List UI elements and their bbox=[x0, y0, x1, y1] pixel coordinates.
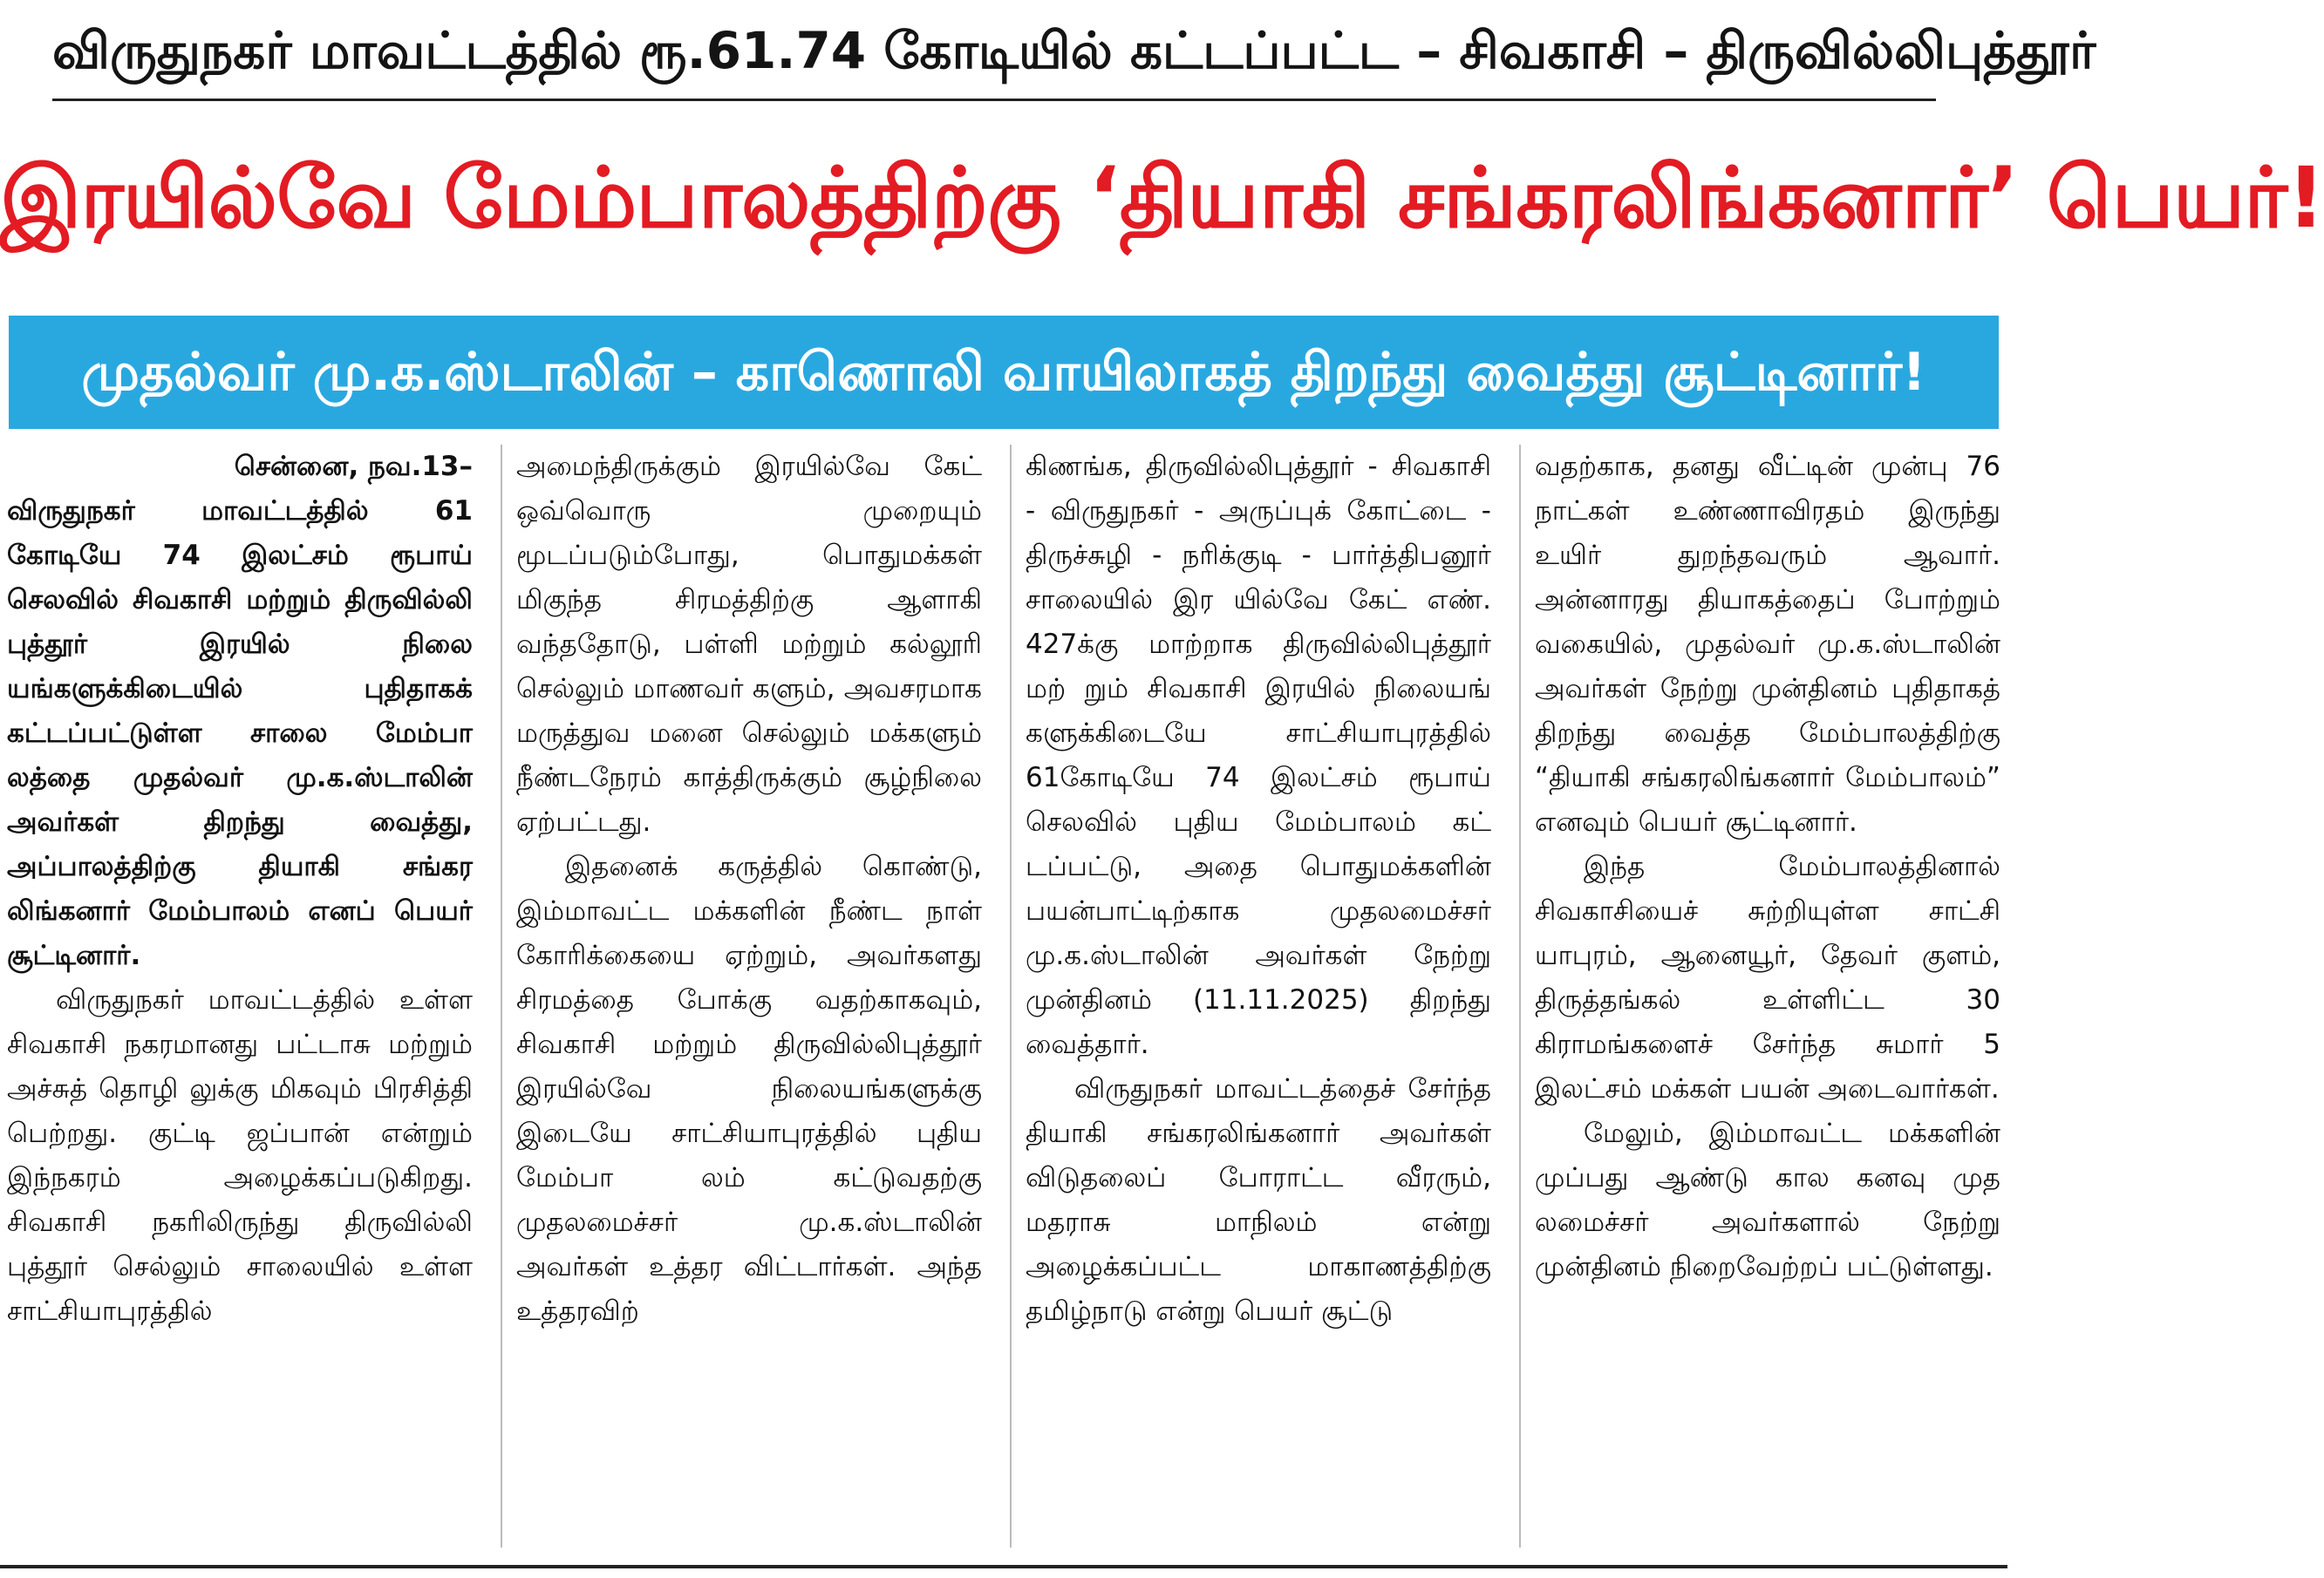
article-columns bbox=[7, 445, 2000, 1547]
paragraph-3: விருதுநகர் மாவட்டத்தைச் சேர்ந்த தியாகி சங்கரலிங்கனார் அவர்கள் விடுதலைப் போராட்ட வீரரும், மதராசு மாநிலம் என்று அழைக்கப்பட்ட மாகாணத்திற்கு தமிழ்நாடு என்று பெயர் சூட்டு bbox=[1026, 1073, 1491, 1327]
subheadline-banner: முதல்வர் மு.க.ஸ்டாலின் – காணொலி வாயிலாகத் திறந்து வைத்து சூட்டினார்! bbox=[9, 316, 1999, 429]
main-headline: இரயில்வே மேம்பாலத்திற்கு ‘தியாகி சங்கரலிங்கனார்’ பெயர்! bbox=[0, 149, 2324, 247]
bottom-divider bbox=[0, 1565, 2007, 1568]
article-column-2 bbox=[501, 445, 982, 1547]
dateline: சென்னை, நவ.13– bbox=[234, 451, 473, 482]
paragraph-1: விருதுநகர் மாவட்டத்தில் உள்ள சிவகாசி நகரமானது பட்டாசு மற்றும் அச்சுத் தொழி லுக்கு மிகவும் பிரசித்தி பெற்றது. குட்டி ஜப்பான் என்றும் இந்நகரம் அழைக்கப்படுகிறது. சிவகாசி நகரிலிருந்து திருவில்லி புத்தூர் செல்லும் சாலையில் உள்ள சாட்சியாபுரத்தில் bbox=[7, 984, 473, 1327]
paragraph-1-continued: அமைந்திருக்கும் இரயில்வே கேட் ஒவ்வொரு முறையும் மூடப்படும்போது, பொதுமக்கள் மிகுந்த சிரமத்திற்கு ஆளாகி வந்ததோடு, பள்ளி மற்றும் கல்லூரி செல்லும் மாணவர் களும், அவசரமாக மருத்துவ மனை செல்லும் மக்களும் நீண்டநேரம் காத்திருக்கும் சூழ்நிலை ஏற்பட்டது. bbox=[516, 451, 982, 838]
article-column-4 bbox=[1519, 445, 2000, 1547]
paragraph-5: மேலும், இம்மாவட்ட மக்களின் முப்பது ஆண்டு கால கனவு முத லமைச்சர் அவர்களால் நேற்று முன்தினம் நிறைவேற்றப் பட்டுள்ளது. bbox=[1535, 1118, 2000, 1282]
article-column-3 bbox=[1010, 445, 1491, 1547]
paragraph-4: இந்த மேம்பாலத்தினால் சிவகாசியைச் சுற்றியுள்ள சாட்சி யாபுரம், ஆனையூர், தேவர் குளம், திருத்தங்கல் உள்ளிட்ட 30 கிராமங்களைச் சேர்ந்த சுமார் 5 இலட்சம் மக்கள் பயன் அடைவார்கள். bbox=[1535, 851, 2000, 1105]
paragraph-2: இதனைக் கருத்தில் கொண்டு, இம்மாவட்ட மக்களின் நீண்ட நாள் கோரிக்கையை ஏற்றும், அவர்களது சிரமத்தை போக்கு வதற்காகவும், சிவகாசி மற்றும் திருவில்லிபுத்தூர் இரயில்வே நிலையங்களுக்கு இடையே சாட்சியாபுரத்தில் புதிய மேம்பா லம் கட்டுவதற்கு முதலமைச்சர் மு.க.ஸ்டாலின் அவர்கள் உத்தர விட்டார்கள். அந்த உத்தரவிற் bbox=[516, 851, 982, 1327]
kicker-headline: விருதுநகர் மாவட்டத்தில் ரூ.61.74 கோடியில் கட்டப்பட்ட – சிவகாசி – திருவில்லிபுத்தூர் bbox=[52, 7, 1936, 101]
paragraph-3-continued: வதற்காக, தனது வீட்டின் முன்பு 76 நாட்கள் உண்ணாவிரதம் இருந்து உயிர் துறந்தவரும் ஆவார். அன்னாரது தியாகத்தைப் போற்றும் வகையில், முதல்வர் மு.க.ஸ்டாலின் அவர்கள் நேற்று முன்தினம் புதிதாகத் திறந்து வைத்த மேம்பாலத்திற்கு “தியாகி சங்கரலிங்கனார் மேம்பாலம்” எனவும் பெயர் சூட்டினார். bbox=[1535, 451, 2000, 838]
lead-paragraph: விருதுநகர் மாவட்டத்தில் 61 கோடியே 74 இலட்சம் ரூபாய் செலவில் சிவகாசி மற்றும் திருவில்லி புத்தூர் இரயில் நிலை யங்களுக்கிடையில் புதிதாகக் கட்டப்பட்டுள்ள சாலை மேம்பா லத்தை முதல்வர் மு.க.ஸ்டாலின் அவர்கள் திறந்து வைத்து, அப்பாலத்திற்கு தியாகி சங்கர லிங்கனார் மேம்பாலம் எனப் பெயர் சூட்டினார். bbox=[7, 495, 473, 971]
article-column-1 bbox=[7, 445, 473, 1547]
paragraph-2-continued: கிணங்க, திருவில்லிபுத்தூர் - சிவகாசி - விருதுநகர் - அருப்புக் கோட்டை - திருச்சுழி - நரிக்குடி - பார்த்திபனூர் சாலையில் இர யில்வே கேட் எண். 427க்கு மாற்றாக திருவில்லிபுத்தூர் மற் றும் சிவகாசி இரயில் நிலையங் களுக்கிடையே சாட்சியாபுரத்தில் 61கோடியே 74 இலட்சம் ரூபாய் செலவில் புதிய மேம்பாலம் கட் டப்பட்டு, அதை பொதுமக்களின் பயன்பாட்டிற்காக முதலமைச்சர் மு.க.ஸ்டாலின் அவர்கள் நேற்று முன்தினம் (11.11.2025) திறந்து வைத்தார். bbox=[1026, 451, 1491, 1060]
